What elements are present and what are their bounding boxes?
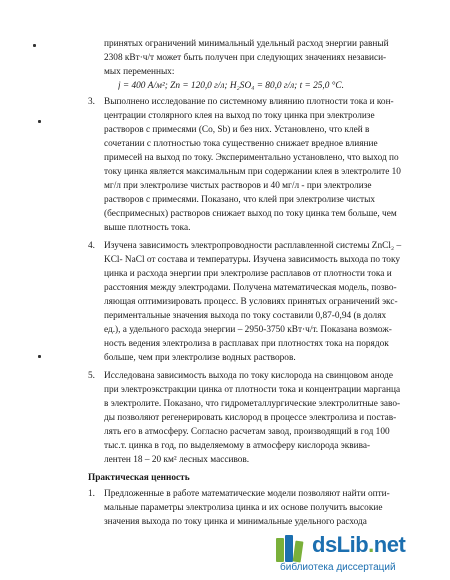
formula-line: j = 400 А/м²; Zn = 120,0 г/л; H₂SO₄ = 80,0 г/л; t = 25,0 °C. [118, 81, 344, 91]
text-line: Изучена зависимость электропроводности расплавленной системы ZnCl₂ – [104, 241, 402, 251]
text-line: при электроэкстракции цинка от плотности тока и концентрации марганца [104, 385, 401, 395]
text-line: в электролите. Показано, что гидрометаллургические электролитные заво- [104, 399, 401, 409]
list-number: 1. [88, 489, 95, 499]
text-line: мальные параметры электролиза цинка и их основе получить высокие [104, 503, 383, 513]
text-line: примесей на выход по току. Экспериментально установлено, что выход по [104, 153, 399, 163]
text-line: периментальные значения выхода по току составили 0,87-0,94 (в долях [104, 311, 387, 321]
watermark-subtitle: библиотека диссертаций [280, 562, 396, 573]
text-line: ляющая оптимизировать процесс. В условиях принятых ограничений экс- [104, 297, 398, 307]
margin-speck [33, 44, 36, 47]
text-line: току цинка является максимальным при содержании клея в электролите 10 [104, 167, 401, 177]
text-line: цинка и расхода энергии при электролизе расплавов от плотности тока и [104, 269, 392, 279]
text-line: ность ведения электролиза в расплавах при плотностях тока на порядок [104, 339, 389, 349]
list-number: 5. [88, 371, 95, 381]
book-stack-icon [272, 532, 306, 566]
section-heading: Практическая ценность [88, 473, 190, 483]
text-line: KCl- NaCl от состава и температуры. Изучена зависимость выхода по току [104, 255, 400, 265]
text-line: ед.), а удельного расхода энергии – 2950-3750 кВт·ч/т. Показана возмож- [104, 325, 392, 335]
watermark-brand: dsLib.net [312, 532, 406, 557]
margin-speck [38, 120, 41, 123]
text-line: лять его в атмосферу. Согласно расчетам завод, производящий в год 100 [104, 427, 390, 437]
text-line: расстояния между электродами. Получена математическая модель, позво- [104, 283, 397, 293]
text-line: растворов с примесями (Co, Sb) и без них. Установлено, что клей в [104, 125, 370, 135]
text-line: тыс.т. цинка в год, по выделяемому в атмосферу кислорода эквива- [104, 441, 371, 451]
list-number: 3. [88, 97, 95, 107]
text-line: Предложенные в работе математические модели позволяют найти опти- [104, 489, 390, 499]
list-number: 4. [88, 241, 95, 251]
text-line: мг/л при электролизе чистых растворов и 40 мг/л - при электролизе [104, 181, 372, 191]
text-line: сочетании с плотностью тока существенно снижает вредное влияние [104, 139, 378, 149]
text-line: принятых ограничений минимальный удельный расход энергии равный [104, 39, 389, 49]
text-line: выше плотность тока. [104, 223, 191, 233]
text-line: центрации столярного клея на выход по току цинка при электролизе [104, 111, 375, 121]
text-line: значения выхода по току цинка и минимальные удельного расхода [104, 517, 367, 527]
text-line: ды позволяют регенерировать кислород в процессе электролиза и постав- [104, 413, 397, 423]
text-line: Исследована зависимость выхода по току кислорода на свинцовом аноде [104, 371, 393, 381]
margin-speck [38, 355, 41, 358]
dslib-watermark [272, 532, 442, 576]
text-line: Выполнено исследование по системному влиянию плотности тока и кон- [104, 97, 394, 107]
text-line: 2308 кВт·ч/т может быть получен при следующих значениях независи- [104, 53, 387, 63]
text-line: мых переменных: [104, 67, 175, 77]
text-line: больше, чем при электролизе водных растворов. [104, 353, 296, 363]
text-line: лентен 18 – 20 км² лесных массивов. [104, 455, 250, 465]
text-line: растворов с примесями. Показано, что клей при электролизе чистых [104, 195, 375, 205]
text-line: (беспримесных) растворов снижает выход по току цинка тем больше, чем [104, 209, 397, 219]
